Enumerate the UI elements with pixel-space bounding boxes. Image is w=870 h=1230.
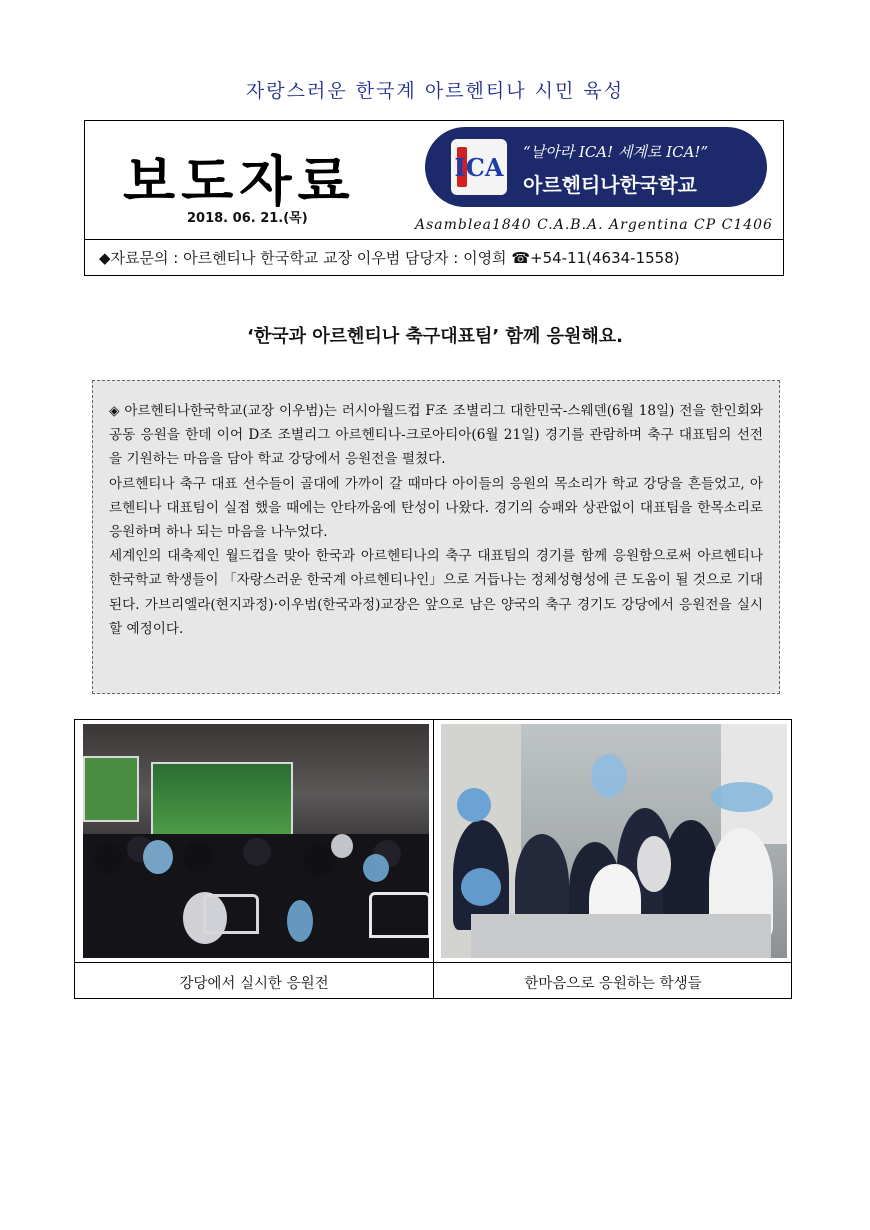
body-paragraph: 세계인의 대축제인 월드컵을 맞아 한국과 아르헨티나의 축구 대표팀의 경기를 함께 응원함으로써 아르헨티나 한국학교 학생들이 「자랑스러운 한국계 아르헨티나인」으로 거듭나는 정체성형성에 큰 도움이 될 것으로 기대된다. 가브리엘라(현지과정)·이우범(한국과정)교장은 앞으로 남은 양국의 축구 경기도 강당에서 응원전을 실시할 예정이다. xyxy=(109,548,763,637)
table-divider xyxy=(433,720,434,998)
table-divider xyxy=(75,962,791,963)
press-header xyxy=(84,120,784,276)
photo-caption: 한마음으로 응원하는 학생들 xyxy=(524,976,702,992)
body-paragraph: ◈ 아르헨티나한국학교(교장 이우범)는 러시아월드컵 F조 조별리그 대한민국-스웨덴(6월 18일) 전을 한인회와 공동 응원을 한데 이어 D조 조별리그 아르헨티나-크로아티아(6월 21일) 경기를 관람하며 축구 대표팀의 선전을 기원하는 마음을 담아 학교 강당에서 응원전을 펼쳤다. xyxy=(109,403,763,468)
header-divider xyxy=(85,239,783,240)
headline: ‘한국과 아르헨티나 축구대표팀’ 함께 응원해요. xyxy=(247,326,623,347)
school-address: Asamblea1840 C.A.B.A. Argentina CP C1406 xyxy=(415,217,773,233)
logo-tagline: “날아라 ICA! 세계로 ICA!” xyxy=(523,143,709,161)
emblem-text: ICA xyxy=(454,153,504,182)
logo-school-name: 아르헨티나한국학교 xyxy=(523,173,697,197)
article-body xyxy=(92,380,780,694)
contact-info: ◆자료문의 : 아르헨티나 한국학교 교장 이우범 담당자 : 이영희 ☎+54-11(4634-1558) xyxy=(99,249,680,267)
auditorium-photo xyxy=(83,724,429,958)
press-date: 2018. 06. 21.(목) xyxy=(187,211,308,226)
press-title: 보도자료 xyxy=(123,150,356,213)
slogan: 자랑스러운 한국계 아르헨티나 시민 육성 xyxy=(245,80,625,102)
students-photo xyxy=(441,724,787,958)
school-emblem-icon xyxy=(451,139,507,195)
photo-table xyxy=(74,719,792,999)
body-paragraph: 아르헨티나 축구 대표 선수들이 골대에 가까이 갈 때마다 아이들의 응원의 목소리가 학교 강당을 흔들었고, 아르헨티나 대표팀이 실점 했을 때에는 안타까움에 탄성이 나왔다. 경기의 승패와 상관없이 대표팀을 한목소리로 응원하며 하나 되는 마음을 나누었다. xyxy=(109,475,763,541)
school-logo xyxy=(425,127,767,207)
photo-caption: 강당에서 실시한 응원전 xyxy=(179,976,329,992)
